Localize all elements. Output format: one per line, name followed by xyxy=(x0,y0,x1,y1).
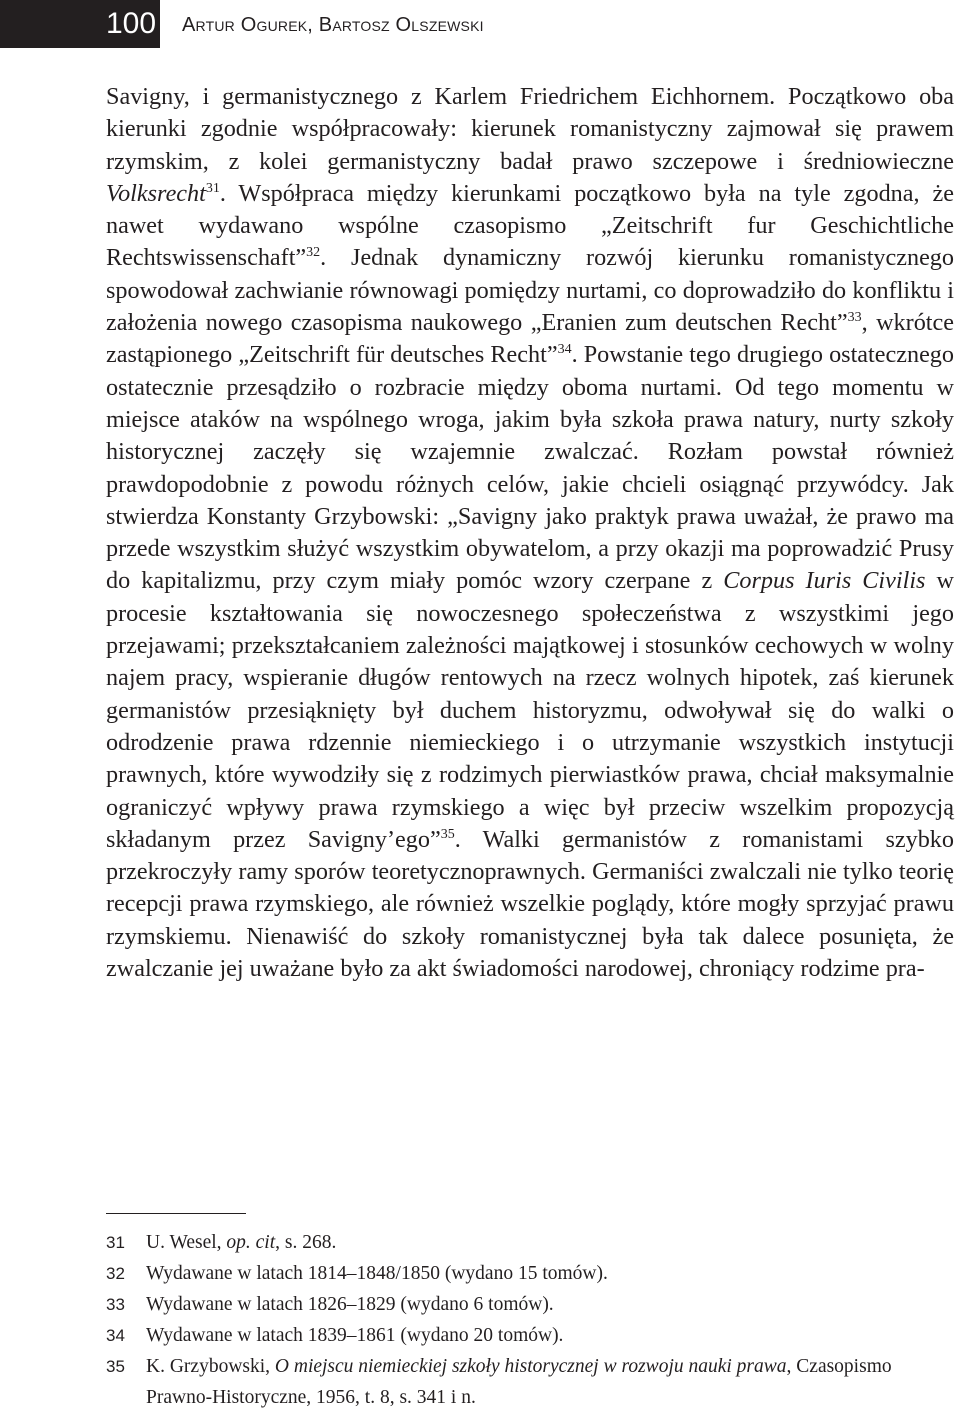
footnote-text-part: U. Wesel, xyxy=(146,1232,227,1253)
body-paragraph xyxy=(106,81,954,985)
footnote-number: 34 xyxy=(106,1326,125,1345)
footnote-text xyxy=(146,1289,954,1320)
body-italic-volksrecht: Volksrecht xyxy=(106,179,206,207)
body-text-3: . Jednak dynamiczny rozwój kierunku romanistycznego spowodował zachwianie równowagi pomiędzy nurtami, co doprowadziło do konfliktu i założenia nowego czasopisma naukowego „Eranien zum deutschen Recht” xyxy=(106,244,954,337)
body-text-1: Savigny, i germanistycznego z Karlem Friedrichem Eichhornem. Początkowo oba kierunki zgodnie współpracowały: kierunek romanistyczny zajmował się prawem rzymskim, z kolei germanistyczny badał prawo szczepowe i średniowieczne xyxy=(106,83,954,175)
footnote-31 xyxy=(106,1227,954,1258)
footnote-text-part: Wydawane w latach 1826–1829 (wydano 6 tomów). xyxy=(146,1294,554,1315)
body-text-7: . Walki germanistów z romanistami szybko przekroczyły ramy sporów teoretycznoprawnych. Germaniści zwalczali nie tylko teorię recepcji prawa rzymskiego, ale również wszelkie poglądy, które mogły sprzyjać prawu rzymskiemu. Nienawiść do szkoły romanistycznej była tak dalece posunięta, że zwalczanie jej uważane było za akt świadomości narodowej, chroniący rodzime pra- xyxy=(106,825,954,983)
footnote-34 xyxy=(106,1320,954,1351)
footnote-text-part: Wydawane w latach 1839–1861 (wydano 20 tomów). xyxy=(146,1325,564,1346)
footnote-32 xyxy=(106,1258,954,1289)
footnote-number: 33 xyxy=(106,1295,125,1314)
footnote-text-part: Wydawane w latach 1814–1848/1850 (wydano 15 tomów). xyxy=(146,1263,608,1284)
page-number: 100 xyxy=(0,0,160,48)
footnote-text xyxy=(146,1227,954,1258)
footnote-text xyxy=(146,1351,954,1413)
footnote-text xyxy=(146,1320,954,1351)
footnote-text-part: K. Grzybowski, xyxy=(146,1356,275,1377)
footnote-number: 35 xyxy=(106,1357,125,1376)
footnotes xyxy=(106,1227,954,1413)
body-italic-corpus: Corpus Iuris Civilis xyxy=(723,567,926,595)
body-text-4: , wkrótce zastąpionego „Zeitschrift für deutsches Recht” xyxy=(106,309,954,369)
footnote-ref-33: 33 xyxy=(847,310,862,326)
body-text-6: w procesie kształtowania się nowoczesnego społeczeństwa z wszystkimi jego przejawami; przekształcaniem zależności majątkowej i stosunków cechowych w wolny najem pracy, wspieranie długów rentowych na rzecz wolnych hipotek, zaś kierunek germanistów przesiąknięty był duchem historyzmu, odwoływał się do walki o odrodzenie prawa rdzennie niemieckiego i o utrzymanie wszystkich instytucji prawnych, które wywodziły się z rodzimych pierwiastków prawa, chciał maksymalnie ograniczyć wpływy prawa rzymskiego a więc był przeciw wszelkim propozycją składanym przez Savigny’ego” xyxy=(106,567,954,853)
footnote-divider xyxy=(106,1213,246,1214)
footnote-italic: O miejscu niemieckiej szkoły historycznej w rozwoju nauki prawa xyxy=(274,1356,787,1377)
footnote-number: 31 xyxy=(106,1233,125,1252)
body-text-5: . Powstanie tego drugiego ostatecznego ostatecznie przesądziło o rozbracie między oboma nurtami. Od tego momentu w miejsce ataków na wspólnego wroga, jakim była szkoła prawa natury, nurty szkoły historycznej zaczęły się wzajemnie zwalczać. Rozłam powstał również prawdopodobnie z powodu różnych celów, jakie chcieli osiągnąć przywódcy. Jak stwierdza Konstanty Grzybowski: „Savigny jako praktyk prawa uważał, że prawo ma przede wszystkim służyć wszystkim obywatelom, a przy okazji ma poprowadzić Prusy do kapitalizmu, przy czym miały pomóc wzory czerpane z xyxy=(106,341,954,595)
footnote-ref-32: 32 xyxy=(306,245,321,261)
footnote-italic: op. cit xyxy=(226,1232,276,1253)
footnote-text-part: , s. 268. xyxy=(275,1232,337,1253)
footnote-text-part: , Czasopismo Prawno-Historyczne, 1956, t. 8, s. 341 i n. xyxy=(146,1356,892,1408)
running-head: Artur Ogurek, Bartosz Olszewski xyxy=(182,14,484,36)
footnote-35 xyxy=(106,1351,954,1413)
footnote-ref-31: 31 xyxy=(205,180,220,196)
footnote-33 xyxy=(106,1289,954,1320)
footnote-ref-34: 34 xyxy=(557,342,572,358)
footnote-ref-35: 35 xyxy=(440,826,455,842)
body-text-2: . Współpraca między kierunkami początkowo była na tyle zgodna, że nawet wydawano wspólne czasopismo „Zeitschrift fur Geschichtliche Rechtswissenschaft” xyxy=(106,179,954,272)
footnote-text xyxy=(146,1258,954,1289)
footnote-number: 32 xyxy=(106,1264,125,1283)
